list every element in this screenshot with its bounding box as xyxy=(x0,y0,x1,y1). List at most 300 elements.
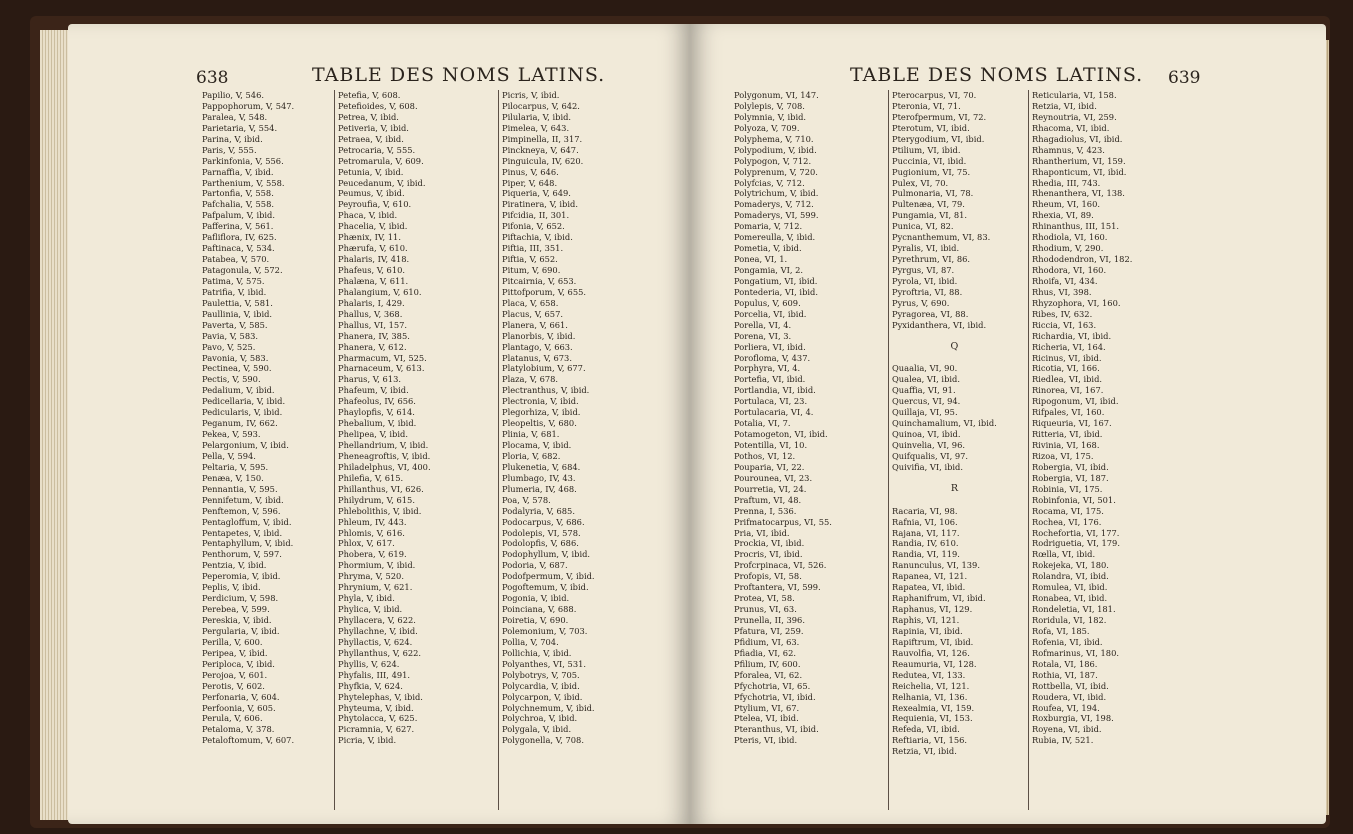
index-entry: Plumeria, IV, 468. xyxy=(502,483,577,494)
index-entry: Ptilium, VI, ibid. xyxy=(892,144,961,155)
index-entry: Pourretia, VI, 24. xyxy=(734,483,807,494)
index-entry: Ronabea, VI, ibid. xyxy=(1032,593,1108,604)
index-entry: Pollia, V, 704. xyxy=(502,636,559,647)
index-entry: Rhaponticum, VI, ibid. xyxy=(1032,166,1127,177)
index-entry: Pittofporum, V, 655. xyxy=(502,286,587,297)
index-entry: Profcrpinaca, VI, 526. xyxy=(734,560,827,571)
index-entry: Pomaderys, VI, 599. xyxy=(734,210,819,221)
index-entry: Poiretia, V, 690. xyxy=(502,615,569,625)
index-entry: Phlebolithis, V, ibid. xyxy=(338,505,422,516)
index-entry: Pothos, VI, 12. xyxy=(734,450,796,461)
index-entry: Polypodium, V, ibid. xyxy=(734,144,817,155)
index-entry: Pycnanthemum, VI, 83. xyxy=(892,232,991,243)
index-entry: Pfiadia, VI, 62. xyxy=(734,647,796,658)
section-letter: R xyxy=(950,483,958,494)
index-entry: Phelipea, V, ibid. xyxy=(338,429,408,440)
index-entry: Perebea, V, 599. xyxy=(202,604,270,615)
index-entry: Pongatium, VI, ibid. xyxy=(734,275,818,286)
index-entry: Pomaria, V, 712. xyxy=(734,221,803,232)
index-entry: Pomereulla, V, ibid. xyxy=(734,232,816,243)
index-column xyxy=(734,90,832,746)
index-entry: Pifcidia, II, 301. xyxy=(502,210,570,221)
index-entry: Pyroftria, VI, 88. xyxy=(892,286,963,297)
index-entry: Ricotia, VI, 166. xyxy=(1032,363,1100,374)
index-entry: Pheneagroftis, V, ibid. xyxy=(338,450,431,461)
index-entry: Pyragorea, VI, 88. xyxy=(892,308,969,319)
index-entry: Porofloma, V, 437. xyxy=(734,352,811,363)
index-entry: Phalæna, V, 611. xyxy=(338,275,409,286)
index-entry: Papilio, V, 546. xyxy=(202,90,264,100)
index-entry: Pyxidanthera, VI, ibid. xyxy=(892,319,987,330)
index-entry: Pulex, VI, 70. xyxy=(892,177,949,188)
index-entry: Pimpinella, II, 317. xyxy=(502,133,583,144)
index-entry: Platanus, V, 673. xyxy=(502,352,572,363)
index-entry: Richeria, VI, 164. xyxy=(1032,341,1106,352)
index-entry: Pifonia, V, 652. xyxy=(502,221,565,232)
index-entry: Robinfonia, VI, 501. xyxy=(1032,494,1116,505)
index-entry: Paulettia, V, 581. xyxy=(202,297,273,308)
index-entry: Pyrethrum, VI, 86. xyxy=(892,254,971,265)
index-entry: Polyanthes, VI, 531. xyxy=(502,658,587,669)
index-entry: Rhinanthus, III, 151. xyxy=(1032,221,1120,232)
index-entry: Phyllis, V, 624. xyxy=(338,658,400,669)
index-entry: Pogonia, V, ibid. xyxy=(502,593,570,604)
index-entry: Phallus, VI, 157. xyxy=(338,319,408,330)
page-header: TABLE DES NOMS LATINS. xyxy=(312,64,606,86)
index-entry: Piftia, III, 351. xyxy=(502,243,564,254)
index-entry: Pyralis, VI, ibid. xyxy=(892,243,960,254)
index-entry: Protea, VI, 58. xyxy=(734,593,795,604)
index-entry: Pultenæa, VI, 79. xyxy=(892,199,965,210)
index-entry: Phyllactis, V, 624. xyxy=(338,636,413,647)
index-entry: Praftum, VI, 48. xyxy=(734,494,802,505)
index-entry: Poinciana, V, 688. xyxy=(502,604,577,615)
index-entry: Philydrum, V, 615. xyxy=(338,494,415,505)
index-entry: Phrynium, V, 621. xyxy=(338,582,413,593)
index-entry: Porcelia, VI, ibid. xyxy=(734,308,807,319)
index-entry: Peripea, V, ibid. xyxy=(202,647,268,658)
index-entry: Paralea, V, 548. xyxy=(202,111,268,122)
index-entry: Pinckneya, V, 647. xyxy=(502,144,579,155)
right-page xyxy=(690,24,1326,824)
index-entry: Retzia, VI, ibid. xyxy=(892,746,957,757)
index-entry: Patabea, V, 570. xyxy=(202,254,270,265)
index-entry: Pharmacum, VI, 525. xyxy=(338,352,427,363)
index-entry: Rivinia, VI, 168. xyxy=(1032,440,1100,450)
index-entry: Pomaderys, V, 712. xyxy=(734,199,814,210)
index-entry: Quinchamalium, VI, ibid. xyxy=(892,418,997,429)
index-entry: Raphanifrum, VI, ibid. xyxy=(892,593,986,604)
index-entry: Rhenanthera, VI, 138. xyxy=(1032,188,1125,199)
index-entry: Petefia, V, 608. xyxy=(338,90,401,100)
index-entry: Riedlea, VI, ibid. xyxy=(1032,374,1103,385)
index-entry: Pafferina, V, 561. xyxy=(202,221,274,232)
index-entry: Pogoftemum, V, ibid. xyxy=(502,582,589,593)
index-entry: Puccinia, VI, ibid. xyxy=(892,155,967,166)
index-entry: Phryma, V, 520. xyxy=(338,571,404,582)
index-entry: Pterocarpus, VI, 70. xyxy=(892,90,977,100)
index-entry: Quivifia, VI, ibid. xyxy=(892,461,964,472)
index-entry: Proftantera, VI, 599. xyxy=(734,582,821,593)
index-entry: Rhodiola, VI, 160. xyxy=(1032,232,1108,243)
index-entry: Polybotrys, V, 705. xyxy=(502,669,580,680)
index-entry xyxy=(892,495,997,506)
index-entry: Prifmatocarpus, VI, 55. xyxy=(734,516,832,527)
index-entry: Piftachia, V, ibid. xyxy=(502,232,573,243)
index-entry: Rofmarinus, VI, 180. xyxy=(1032,647,1119,658)
index-entry: Populus, V, 609. xyxy=(734,297,801,308)
index-entry: Phaylopfis, V, 614. xyxy=(338,407,415,418)
index-entry: Pilocarpus, V, 642. xyxy=(502,100,580,111)
index-entry: Raphanus, VI, 129. xyxy=(892,604,973,615)
index-entry: Rapatea, VI, ibid. xyxy=(892,582,966,593)
index-entry: Prunus, VI, 63. xyxy=(734,604,797,615)
index-entry: Rofenia, VI, ibid. xyxy=(1032,636,1103,647)
index-entry: Phobera, V, 619. xyxy=(338,549,407,560)
column-rule xyxy=(334,90,335,810)
index-column xyxy=(1032,90,1132,746)
index-entry: Perfonaria, V, 604. xyxy=(202,691,280,702)
index-entry: Pugionium, VI, 75. xyxy=(892,166,971,177)
index-entry: Rhodium, V, 290. xyxy=(1032,243,1104,254)
index-entry: Rotala, VI, 186. xyxy=(1032,658,1098,669)
index-entry: Parina, V, ibid. xyxy=(202,133,263,144)
index-entry: Pedicellaria, V, ibid. xyxy=(202,396,286,407)
index-entry: Petunia, V, ibid. xyxy=(338,166,404,177)
index-entry: Roridula, VI, 182. xyxy=(1032,615,1107,625)
index-entry: Penæa, V, 150. xyxy=(202,472,264,483)
index-entry: Prenna, I, 536. xyxy=(734,505,797,516)
index-entry: Pungamia, VI, 81. xyxy=(892,210,968,221)
index-entry: Parietaria, V, 554. xyxy=(202,122,278,133)
index-entry: Quinvelia, VI, 96. xyxy=(892,440,966,450)
index-entry: Randia, IV, 610. xyxy=(892,538,959,549)
index-entry: Relhania, VI, 136. xyxy=(892,691,968,702)
index-entry: Rothia, VI, 187. xyxy=(1032,669,1098,680)
index-entry: Rhexia, VI, 89. xyxy=(1032,210,1094,221)
index-entry: Podoria, V, 687. xyxy=(502,560,568,571)
index-entry: Pennifetum, V, ibid. xyxy=(202,494,284,505)
index-entry: Plukenetia, V, 684. xyxy=(502,461,581,472)
index-entry: Ranunculus, VI, 139. xyxy=(892,560,980,571)
index-entry: Pyrgus, VI, 87. xyxy=(892,265,955,275)
index-entry: Paris, V, 555. xyxy=(202,144,257,155)
index-entry: Partonfia, V, 558. xyxy=(202,188,274,199)
index-entry: Rhagadiolus, VI, ibid. xyxy=(1032,133,1123,144)
index-entry: Phyla, V, ibid. xyxy=(338,593,395,604)
index-entry: Phafeus, V, 610. xyxy=(338,265,406,275)
index-entry: Quercus, VI, 94. xyxy=(892,396,961,407)
index-entry: Pharnaceum, V, 613. xyxy=(338,363,425,374)
index-entry: Pyrola, VI, ibid. xyxy=(892,275,958,286)
index-entry: Reynoutria, VI, 259. xyxy=(1032,111,1117,122)
index-entry: Pavo, V, 525. xyxy=(202,341,256,352)
index-entry: Pfidium, VI, 63. xyxy=(734,636,800,647)
index-entry: Rinorea, VI, 167. xyxy=(1032,385,1104,396)
index-entry: Polyoza, V, 709. xyxy=(734,122,800,133)
index-entry: Rizoa, VI, 175. xyxy=(1032,450,1094,461)
index-entry: Phafeum, V, ibid. xyxy=(338,385,409,396)
index-entry: Reichelia, VI, 121. xyxy=(892,680,970,691)
index-entry: Pappophorum, V, 547. xyxy=(202,100,295,111)
index-entry: Podophyllum, V, ibid. xyxy=(502,549,591,560)
index-entry: Pourounea, VI, 23. xyxy=(734,472,813,483)
index-entry: Rapiftrum, VI, ibid. xyxy=(892,636,974,647)
index-entry: Rheum, VI, 160. xyxy=(1032,199,1101,210)
index-entry: Pometia, V, ibid. xyxy=(734,243,802,254)
index-entry: Patrifia, V, ibid. xyxy=(202,286,267,297)
index-entry: Placa, V, 658. xyxy=(502,297,559,308)
index-entry: Rhantherium, VI, 159. xyxy=(1032,155,1126,166)
index-entry: Pinguicula, IV, 620. xyxy=(502,155,584,166)
index-entry: Plegorhiza, V, ibid. xyxy=(502,407,581,418)
index-entry: Ponea, VI, 1. xyxy=(734,254,788,265)
index-entry: Planorbis, V, ibid. xyxy=(502,330,576,341)
index-entry: Pteronia, VI, 71. xyxy=(892,100,961,111)
index-entry: Profopis, VI, 58. xyxy=(734,571,802,582)
index-entry: Pulmonaria, VI, 78. xyxy=(892,188,974,199)
index-entry: Phacelia, V, ibid. xyxy=(338,221,408,232)
index-entry: Podolopfis, V, 686. xyxy=(502,538,579,549)
index-entry: Polylepis, V, 708. xyxy=(734,100,805,111)
index-entry: Phebalium, V, ibid. xyxy=(338,418,417,429)
index-entry: Phytelephas, V, ibid. xyxy=(338,691,423,702)
index-entry: Pollichia, V, ibid. xyxy=(502,647,572,658)
index-entry: Portefia, VI, ibid. xyxy=(734,374,806,385)
index-entry: Rochefortia, VI, 177. xyxy=(1032,527,1120,538)
index-entry: Rifpales, VI, 160. xyxy=(1032,407,1105,418)
index-entry: Pouparia, VI, 22. xyxy=(734,461,805,472)
index-entry: Pfatura, VI, 259. xyxy=(734,625,804,636)
index-entry: Plocama, V, ibid. xyxy=(502,440,572,450)
index-entry: Plectranthus, V, ibid. xyxy=(502,385,590,396)
index-entry: Rexealmia, VI, 159. xyxy=(892,702,975,713)
index-entry: Perula, V, 606. xyxy=(202,713,263,724)
index-entry: Podofpermum, V, ibid. xyxy=(502,571,595,582)
index-entry: Phyllacera, V, 622. xyxy=(338,615,416,625)
index-entry: Robergia, VI, ibid. xyxy=(1032,461,1109,472)
index-entry: Plinia, V, 681. xyxy=(502,429,560,440)
index-entry: Rhamnus, V, 423. xyxy=(1032,144,1105,155)
index-entry: Pedalium, V, ibid. xyxy=(202,385,275,396)
index-entry: Placus, V, 657. xyxy=(502,308,563,319)
page-number: 639 xyxy=(1168,68,1201,88)
index-entry: Phyllanthus, V, 622. xyxy=(338,647,422,658)
index-entry: Piratinera, V, ibid. xyxy=(502,199,578,210)
index-entry: Peganum, IV, 662. xyxy=(202,418,278,429)
index-entry: Ploria, V, 682. xyxy=(502,450,561,461)
index-entry: Patima, V, 575. xyxy=(202,275,265,286)
index-entry: Philadelphus, VI, 400. xyxy=(338,461,431,472)
index-entry: Phanera, IV, 385. xyxy=(338,330,410,341)
index-entry: Rapanea, VI, 121. xyxy=(892,571,968,582)
index-entry: Prockia, VI, ibid. xyxy=(734,538,805,549)
index-entry: Pfychotria, VI, ibid. xyxy=(734,691,816,702)
index-entry: Punica, VI, 82. xyxy=(892,221,954,232)
index-entry: Polemonium, V, 703. xyxy=(502,625,588,636)
index-entry: Rhodora, VI, 160. xyxy=(1032,265,1107,275)
index-entry: Pilularia, V, ibid. xyxy=(502,111,572,122)
index-entry: Parkinfonia, V, 556. xyxy=(202,155,284,166)
index-entry: Perilla, V, 600. xyxy=(202,636,263,647)
index-entry: Petrocaria, V, 555. xyxy=(338,144,416,155)
index-entry: Phafeolus, IV, 656. xyxy=(338,396,416,407)
index-entry: Phalaris, IV, 418. xyxy=(338,254,410,265)
index-entry: Porella, VI, 4. xyxy=(734,319,792,330)
index-entry: Polyprenum, V, 720. xyxy=(734,166,818,177)
index-entry: Rhyzophora, VI, 160. xyxy=(1032,297,1121,308)
index-entry: Phlox, V, 617. xyxy=(338,538,395,549)
index-entry: Redutea, VI, 133. xyxy=(892,669,966,680)
index-entry: Ptelea, VI, ibid. xyxy=(734,713,799,724)
index-entry: Pedicularis, V, ibid. xyxy=(202,407,283,418)
index-entry: Planera, V, 661. xyxy=(502,319,568,330)
index-entry: Quaalia, VI, 90. xyxy=(892,363,958,374)
index-entry: Pongamia, VI, 2. xyxy=(734,265,804,275)
index-entry: Rondeletia, VI, 181. xyxy=(1032,604,1116,615)
index-entry: Roxburgia, VI, 198. xyxy=(1032,713,1114,724)
index-entry: Pereskia, V, ibid. xyxy=(202,615,272,625)
index-entry: Phylica, V, ibid. xyxy=(338,604,403,615)
index-entry: Porena, VI, 3. xyxy=(734,330,792,341)
index-entry: Parthenium, V, 558. xyxy=(202,177,285,188)
index-entry: Peperomia, V, ibid. xyxy=(202,571,281,582)
index-entry: Piqueria, V, 649. xyxy=(502,188,571,199)
index-entry: Pterygodium, VI, ibid. xyxy=(892,133,985,144)
index-entry: Rottbella, VI, ibid. xyxy=(1032,680,1109,691)
left-page xyxy=(68,24,690,824)
index-entry: Peplis, V, ibid. xyxy=(202,582,261,593)
index-entry: Peyroufia, V, 610. xyxy=(338,199,412,210)
index-entry: Ricinus, VI, ibid. xyxy=(1032,352,1102,363)
index-entry: Paftinaca, V, 534. xyxy=(202,243,275,254)
index-entry: Romulea, VI, ibid. xyxy=(1032,582,1108,593)
index-entry: Petromarula, V, 609. xyxy=(338,155,424,166)
index-entry: Roudera, VI, ibid. xyxy=(1032,691,1107,702)
index-entry: Perdicium, V, 598. xyxy=(202,593,279,604)
index-entry xyxy=(892,473,997,484)
index-entry: Portlandia, VI, ibid. xyxy=(734,385,816,396)
page-header: TABLE DES NOMS LATINS. xyxy=(850,64,1144,86)
index-entry: Rubia, IV, 521. xyxy=(1032,735,1094,746)
section-letter: Q xyxy=(950,341,959,352)
index-entry: Qualea, VI, ibid. xyxy=(892,374,960,385)
index-entry: Picria, V, ibid. xyxy=(338,735,397,746)
index-entry: Podalyria, V, 685. xyxy=(502,505,575,516)
index-entry: Phalangium, V, 610. xyxy=(338,286,422,297)
index-entry: Polygonum, VI, 147. xyxy=(734,90,819,100)
index-entry: Phlomis, V, 616. xyxy=(338,527,405,538)
index-entry: Polygonella, V, 708. xyxy=(502,735,584,746)
index-entry: Pavia, V, 583. xyxy=(202,330,259,341)
column-rule xyxy=(888,90,889,810)
index-entry: Polyfcias, V, 712. xyxy=(734,177,805,188)
index-entry: Racaria, VI, 98. xyxy=(892,505,958,516)
index-entry xyxy=(892,353,997,364)
index-entry: Polypogon, V, 712. xyxy=(734,155,812,166)
index-entry: Phænix, IV, 11. xyxy=(338,232,401,243)
index-entry: Pentagloffum, V, ibid. xyxy=(202,516,292,527)
index-entry: Roufea, VI, 194. xyxy=(1032,702,1100,713)
index-entry: Reftiaria, VI, 156. xyxy=(892,735,968,746)
index-entry: Riqueuria, VI, 167. xyxy=(1032,418,1112,429)
index-entry: Phyfalis, III, 491. xyxy=(338,669,411,680)
index-entry: Polytrichum, V, ibid. xyxy=(734,188,819,199)
index-entry: Polychroa, V, ibid. xyxy=(502,713,578,724)
index-entry: Pafliflora, IV, 625. xyxy=(202,232,277,243)
index-entry: Ribes, IV, 632. xyxy=(1032,308,1093,319)
index-entry: Pleopeltis, V, 680. xyxy=(502,418,577,429)
index-entry: Quifqualis, VI, 97. xyxy=(892,450,969,461)
index-entry: Quinoa, VI, ibid. xyxy=(892,429,961,440)
index-entry: Rapinia, VI, ibid. xyxy=(892,625,963,636)
index-entry: Procris, VI, ibid. xyxy=(734,549,803,560)
index-entry: Pentapetes, V, ibid. xyxy=(202,527,283,538)
index-entry: Robergia, VI, 187. xyxy=(1032,472,1109,483)
index-entry: Riccia, VI, 163. xyxy=(1032,319,1097,330)
index-entry: Picris, V, ibid. xyxy=(502,90,560,100)
index-entry: Perfoonia, V, 605. xyxy=(202,702,276,713)
index-entry: Ripogonum, VI, ibid. xyxy=(1032,396,1119,407)
index-entry: Pteris, VI, ibid. xyxy=(734,735,798,746)
index-entry: Rofa, VI, 185. xyxy=(1032,625,1090,636)
index-entry: Podolepis, VI, 578. xyxy=(502,527,581,538)
index-entry: Pafpalum, V, ibid. xyxy=(202,210,276,221)
index-entry: Pteranthus, VI, ibid. xyxy=(734,724,819,735)
index-entry: Pfilium, IV, 600. xyxy=(734,658,801,669)
index-entry: Plectronia, V, ibid. xyxy=(502,396,579,407)
index-entry: Pavonia, V, 583. xyxy=(202,352,269,363)
index-entry: Rhoifa, VI, 434. xyxy=(1032,275,1098,286)
index-entry: Podocarpus, V, 686. xyxy=(502,516,585,527)
index-entry: Polymnia, V, ibid. xyxy=(734,111,807,122)
index-entry: Pinus, V, 646. xyxy=(502,166,559,177)
index-entry: Quillaja, VI, 95. xyxy=(892,407,958,418)
index-column xyxy=(502,90,595,746)
index-entry: Polygala, V, ibid. xyxy=(502,724,572,735)
index-entry: Picramnia, V, 627. xyxy=(338,724,415,735)
index-entry: Piftia, V, 652. xyxy=(502,254,558,265)
index-entry: Refeda, VI, ibid. xyxy=(892,724,960,735)
index-entry: Ritteria, VI, ibid. xyxy=(1032,429,1103,440)
index-entry: Petiveria, V, ibid. xyxy=(338,122,409,133)
index-entry: Rochea, VI, 176. xyxy=(1032,516,1102,527)
index-entry: Phyteuma, V, ibid. xyxy=(338,702,414,713)
index-entry: Rodriguetia, VI, 179. xyxy=(1032,538,1120,549)
index-entry: Phyfkia, V, 624. xyxy=(338,680,403,691)
index-entry: Phleum, IV, 443. xyxy=(338,516,407,527)
index-entry: Peumus, V, ibid. xyxy=(338,188,405,199)
index-entry: Pentaphyllum, V, ibid. xyxy=(202,538,294,549)
index-entry: Pria, VI, ibid. xyxy=(734,527,790,538)
index-entry: Retzia, VI, ibid. xyxy=(1032,100,1097,111)
index-entry: Phaca, V, ibid. xyxy=(338,210,398,221)
index-entry: Plaza, V, 678. xyxy=(502,374,559,385)
index-entry: Paullinia, V, ibid. xyxy=(202,308,273,319)
index-entry: Quaffia, VI, 91. xyxy=(892,385,956,396)
index-entry: Pectinea, V, 590. xyxy=(202,363,272,374)
index-entry: Rauvolfia, VI, 126. xyxy=(892,647,970,658)
index-entry: Pennantia, V, 595. xyxy=(202,483,278,494)
index-entry: Phyllachne, V, ibid. xyxy=(338,625,418,636)
index-entry: Patagonula, V, 572. xyxy=(202,265,283,275)
index-entry: Randia, VI, 119. xyxy=(892,549,960,560)
index-entry: Poa, V, 578. xyxy=(502,494,551,505)
index-entry: Rhus, VI, 398. xyxy=(1032,286,1092,297)
index-entry: Polycardia, V, ibid. xyxy=(502,680,580,691)
index-entry: Rocama, VI, 175. xyxy=(1032,505,1104,516)
index-entry: Royena, VI, ibid. xyxy=(1032,724,1102,735)
